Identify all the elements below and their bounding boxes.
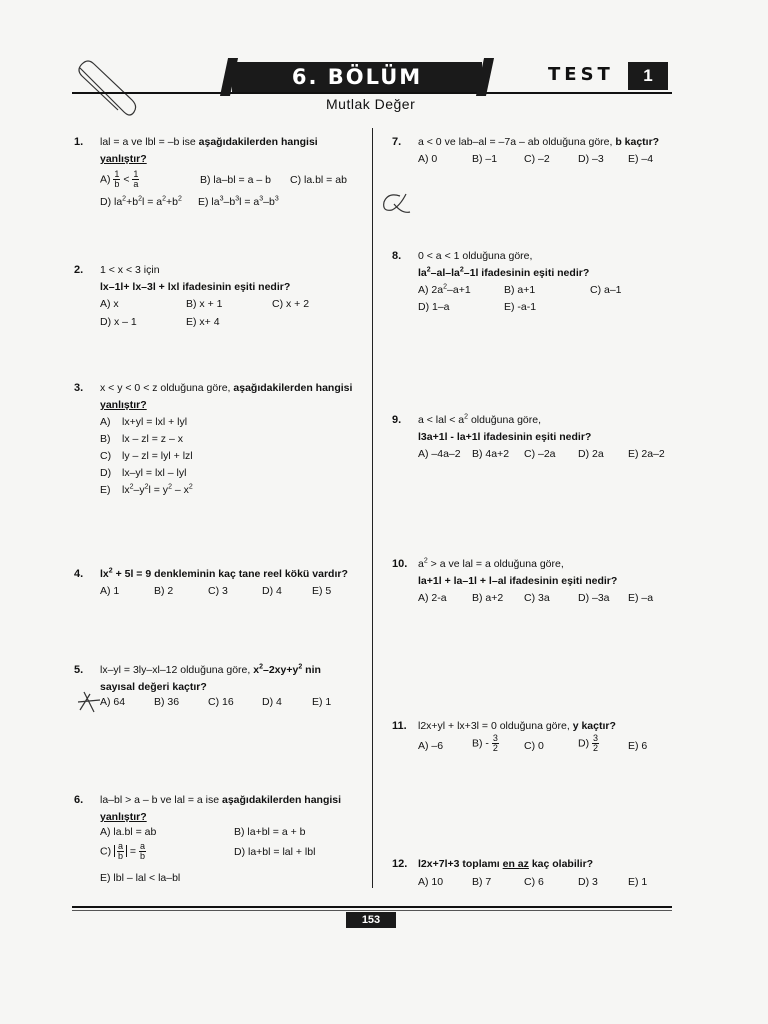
option-e: E) -a-1 xyxy=(504,301,537,313)
question-text-bold: lx–1l+ lx–3l + lxl ifadesinin eşiti nedir? xyxy=(100,281,291,293)
question-text-bold: y kaçtır? xyxy=(572,720,616,732)
option-d: D) $la^2+b^2l = a^2+b^2$ xyxy=(100,195,182,208)
question-text-bold: la+1l + la–1l + l–al ifadesinin eşiti nedir? xyxy=(418,575,618,587)
option-b: B) a+1 xyxy=(504,284,536,296)
option-c: C) ly – zl = lyl + lzl xyxy=(100,450,193,462)
header-rule xyxy=(72,92,672,94)
option-c: C) 6 xyxy=(524,876,544,888)
option-c: C) 3 xyxy=(208,585,228,597)
option-d: D) 4 xyxy=(262,585,282,597)
question-text: 1 < x < 3 için xyxy=(100,264,160,276)
option-d: D) 3 xyxy=(578,876,598,888)
question-text-bold: aşağıdakilerden hangisi xyxy=(222,794,342,806)
option-d: D) lx–yl = lxl – lyl xyxy=(100,467,187,479)
option-b: B) lx – zl = z – x xyxy=(100,433,183,445)
option-c: C) la.bl = ab xyxy=(290,174,347,186)
question-number: 3. xyxy=(74,382,84,394)
option-a: A) –6 xyxy=(418,740,444,752)
option-b: B) la+bl = a + b xyxy=(234,826,306,838)
option-d: D) –3a xyxy=(578,592,610,604)
option-b: B) –1 xyxy=(472,153,498,165)
option-e: E) $la^3-b^3l = a^3-b^3$ xyxy=(198,195,279,208)
option-b: B) 2 xyxy=(154,585,174,597)
option-c: C) 0 xyxy=(524,740,544,752)
question-text-bold: sayısal değeri kaçtır? xyxy=(100,681,207,693)
question-text-bold: yanlıştır? xyxy=(100,153,147,165)
option-a: A) 2-a xyxy=(418,592,447,604)
option-a: A) –4a–2 xyxy=(418,448,461,460)
option-a: A) 64 xyxy=(100,696,126,708)
question-text: la–bl > a – b ve lal = a ise xyxy=(100,794,222,806)
question-text-bold: aşağıdakilerden hangisi xyxy=(233,382,353,394)
chapter-banner: 6. BÖLÜM xyxy=(232,62,482,92)
question-number: 9. xyxy=(392,414,402,426)
question-text-bold: l3a+1l - la+1l ifadesinin eşiti nedir? xyxy=(418,431,592,443)
option-b: B) 4a+2 xyxy=(472,448,510,460)
option-e: E) lbl – lal < la–bl xyxy=(100,872,181,884)
option-a: A) 0 xyxy=(418,153,438,165)
option-e: E) –a xyxy=(628,592,654,604)
column-divider xyxy=(372,128,373,888)
question-text: lx–yl = 3ly–xl–12 olduğuna göre, xyxy=(100,664,254,676)
test-label: TEST xyxy=(548,64,614,85)
question-text-bold: b kaçtır? xyxy=(615,136,660,148)
question-text: l2x+yl + lx+3l = 0 olduğuna göre, xyxy=(418,720,573,732)
option-c: C) x + 2 xyxy=(272,298,310,310)
option-b: B) x + 1 xyxy=(186,298,223,310)
footer-rule-thin xyxy=(72,910,672,911)
option-d: D) 2a xyxy=(578,448,604,460)
question-text-bold: yanlıştır? xyxy=(100,399,147,411)
option-d: D) la+bl = lal + lbl xyxy=(234,846,316,858)
question-text: a < lal < $a^2$ olduğuna göre, xyxy=(418,413,542,426)
question-number: 10. xyxy=(392,558,408,570)
test-number-badge: 1 xyxy=(628,62,668,90)
question-text-bold: yanlıştır? xyxy=(100,811,147,823)
question-text-bold: l2x+7l+3 toplamı en az kaç olabilir? xyxy=(418,858,594,870)
option-c: C) –2a xyxy=(524,448,556,460)
question-number: 1. xyxy=(74,136,84,148)
option-a: A) lx+yl = lxl + lyl xyxy=(100,416,188,428)
option-d: D) 4 xyxy=(262,696,282,708)
question-number: 2. xyxy=(74,264,84,276)
option-d: D) x – 1 xyxy=(100,316,137,328)
page-subtitle: Mutlak Değer xyxy=(326,96,416,112)
option-e: E) x+ 4 xyxy=(186,316,220,328)
option-e: E) 2a–2 xyxy=(628,448,665,460)
paperclip-icon xyxy=(72,58,138,120)
question-number: 11. xyxy=(392,720,407,732)
option-a: A) 1 xyxy=(100,585,120,597)
option-a: A) 10 xyxy=(418,876,444,888)
handwritten-alpha-mark xyxy=(378,190,414,218)
option-b: B) la–bl = a – b xyxy=(200,174,271,186)
option-d: D) $\frac{3}{2}$ xyxy=(578,733,599,753)
question-text: 0 < a < 1 olduğuna göre, xyxy=(418,250,533,262)
question-number: 7. xyxy=(392,136,402,148)
question-text: a < 0 ve lab–al = –7a – ab olduğuna göre, xyxy=(418,136,616,148)
question-number: 4. xyxy=(74,568,84,580)
option-b: B) 7 xyxy=(472,876,492,888)
question-number: 5. xyxy=(74,664,84,676)
option-e: E) $lx^2-y^2l = y^2 - x^2$ xyxy=(100,483,193,496)
option-d: D) –3 xyxy=(578,153,604,165)
option-c: C) –2 xyxy=(524,153,550,165)
option-b: B) 36 xyxy=(154,696,180,708)
question-text: x < y < 0 < z olduğuna göre, xyxy=(100,382,234,394)
question-text-bold: $lx^2 + 5l = 9$ denkleminin kaç tane reel kökü vardır? xyxy=(100,567,348,580)
option-e: E) 6 xyxy=(628,740,648,752)
option-e: E) 1 xyxy=(628,876,648,888)
question-text: lal = a ve lbl = –b ise xyxy=(100,136,199,148)
option-d: D) 1–a xyxy=(418,301,450,313)
option-c: C) 3a xyxy=(524,592,550,604)
question-number: 8. xyxy=(392,250,402,262)
question-number: 6. xyxy=(74,794,84,806)
question-text: $a^2 > a$ ve lal = a olduğuna göre, xyxy=(418,557,564,570)
question-text-bold: aşağıdakilerden hangisi xyxy=(198,136,318,148)
option-e: E) 5 xyxy=(312,585,332,597)
footer-rule xyxy=(72,906,672,908)
option-a: A) la.bl = ab xyxy=(100,826,157,838)
option-e: E) –4 xyxy=(628,153,654,165)
option-a: A) x xyxy=(100,298,119,310)
option-b: B) - $\frac{3}{2}$ xyxy=(472,733,498,753)
handwritten-check-mark xyxy=(76,688,104,714)
option-b: B) a+2 xyxy=(472,592,504,604)
option-c: C) 16 xyxy=(208,696,234,708)
option-a: A) $2a^2-a+1$ xyxy=(418,283,471,296)
option-c: C) $\frac{a}{b}$ = $\frac{a}{b}$ xyxy=(100,841,145,861)
question-number: 12. xyxy=(392,858,408,870)
option-a: A) $\frac{1}{b}$ < $\frac{1}{a}$ xyxy=(100,169,139,189)
option-e: E) 1 xyxy=(312,696,332,708)
page-number: 153 xyxy=(346,912,396,928)
option-c: C) a–1 xyxy=(590,284,622,296)
